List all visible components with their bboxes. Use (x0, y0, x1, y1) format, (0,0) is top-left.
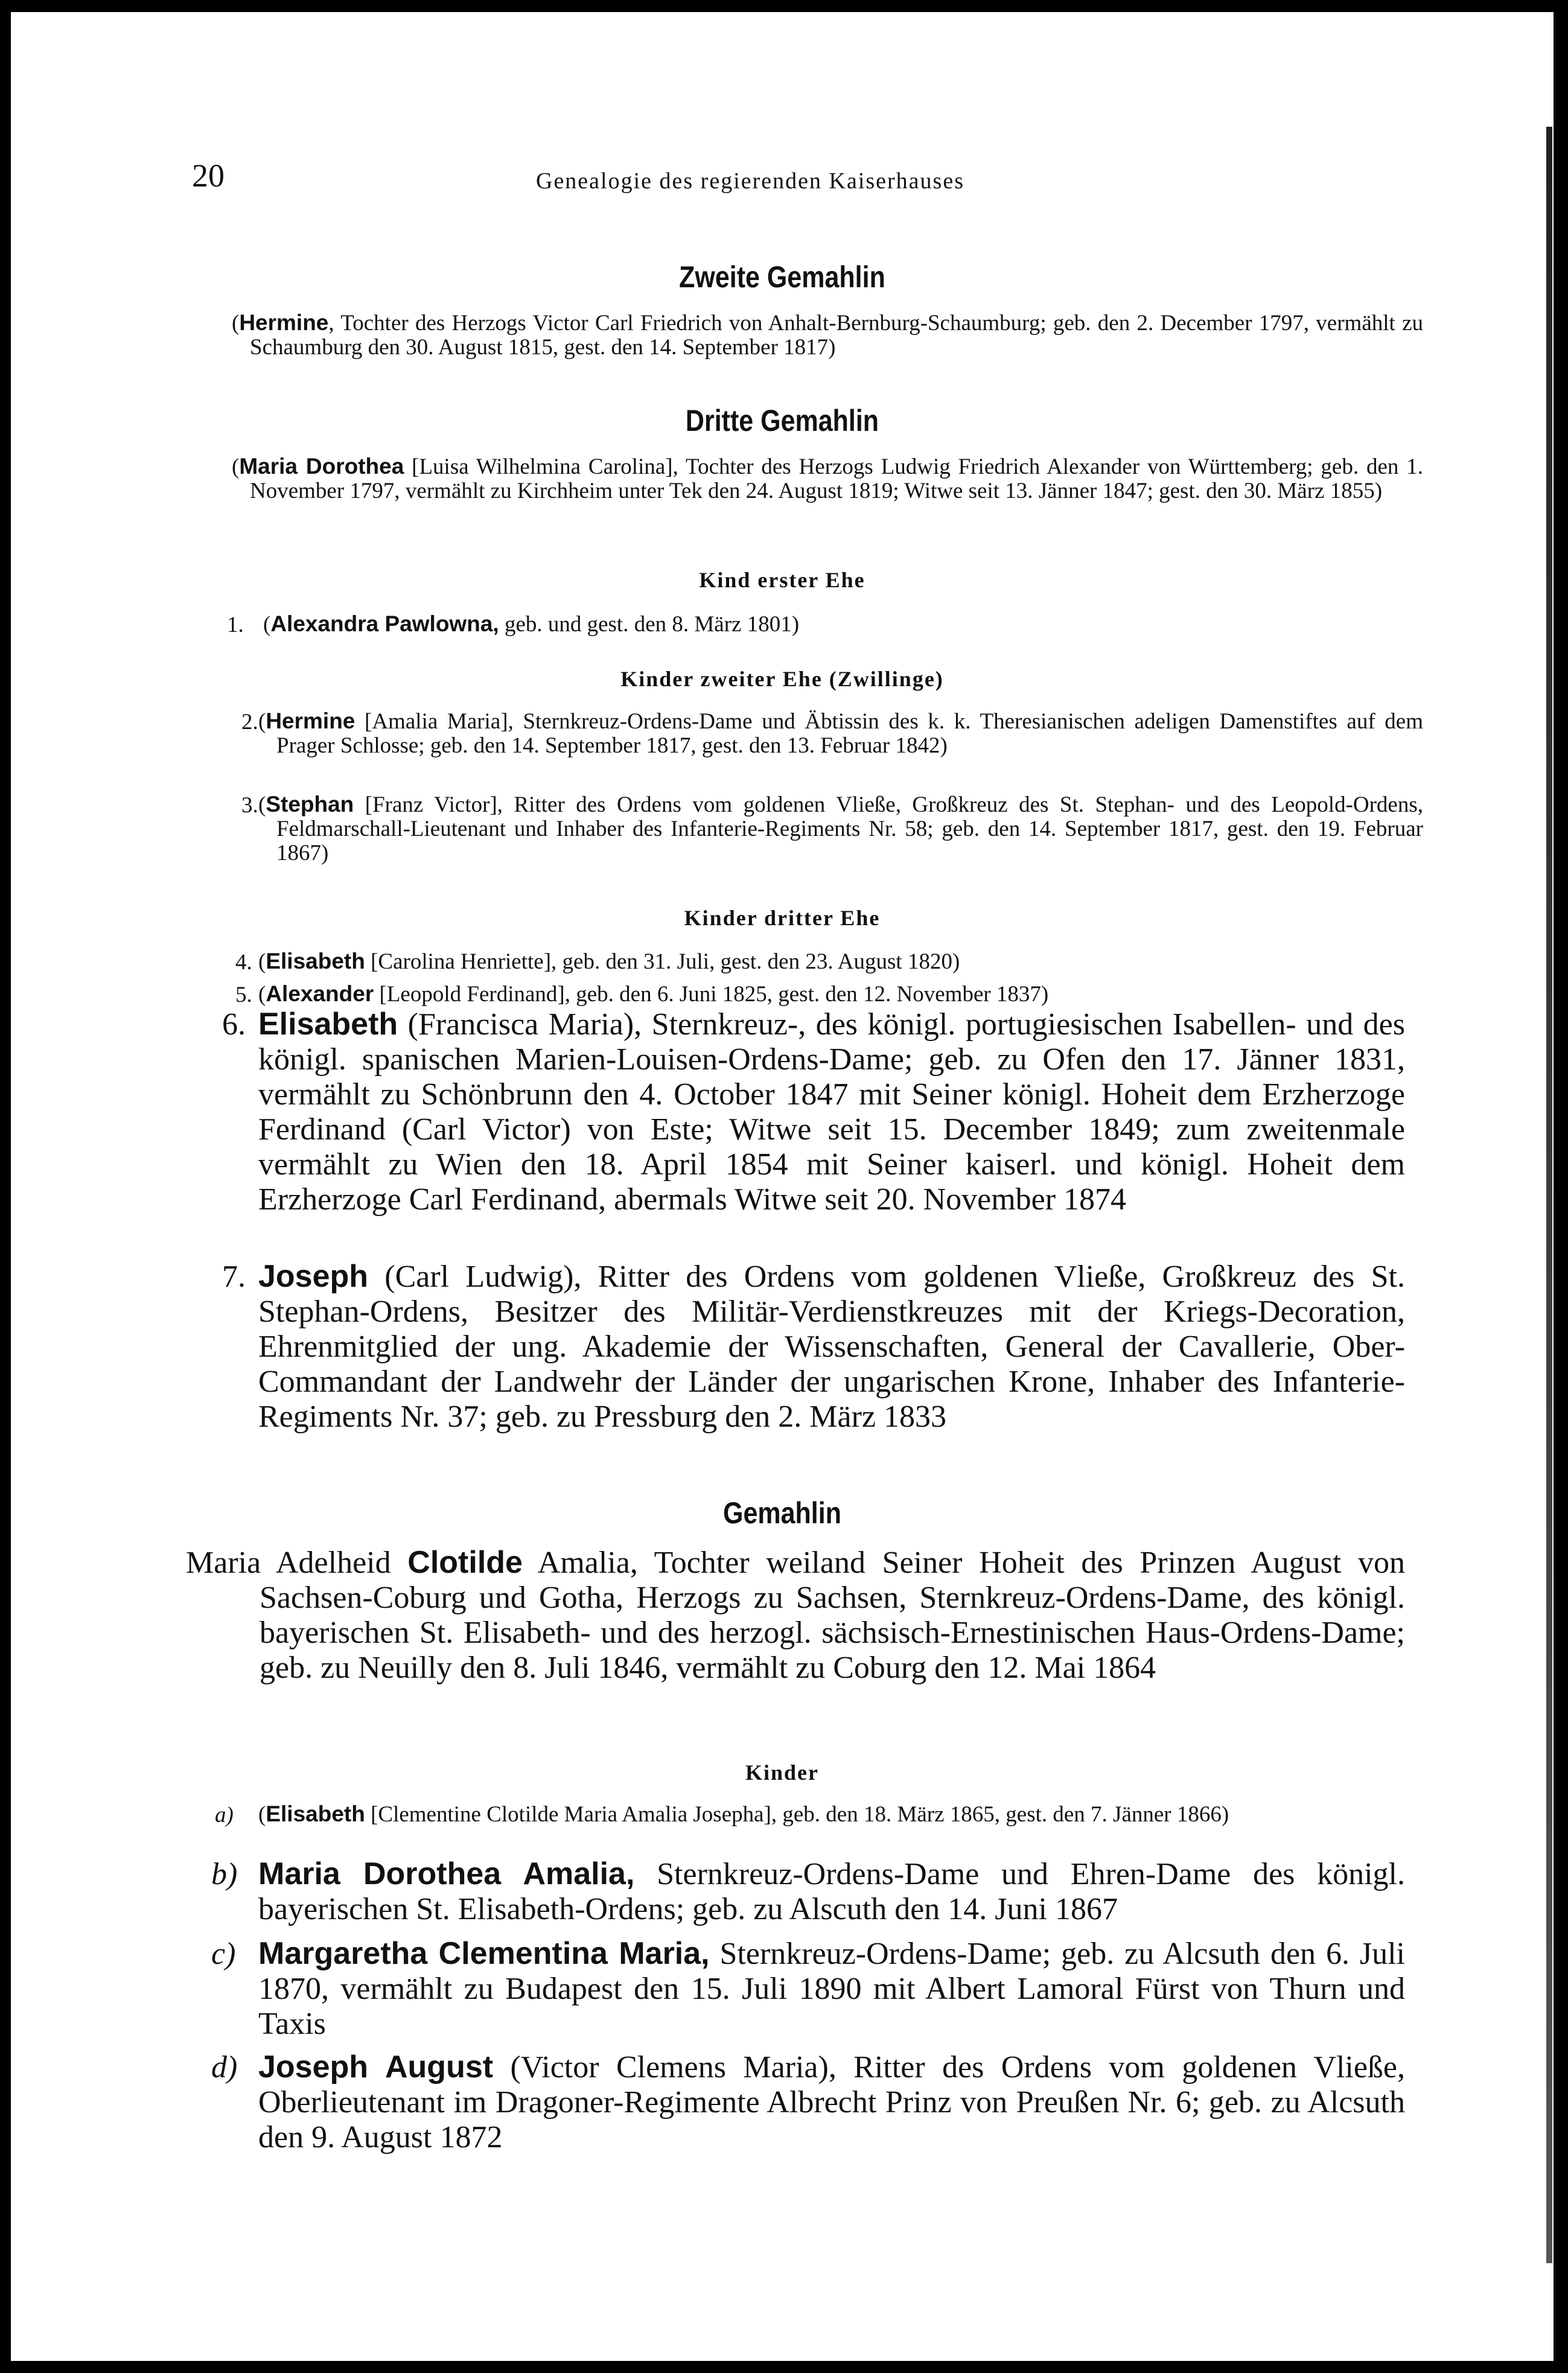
page-edge-shadow (1546, 127, 1552, 2263)
item-number: 3. (241, 793, 258, 818)
item-letter: b) (211, 1857, 238, 1891)
entry-text: [Leopold Ferdinand], geb. den 6. Juni 1825, gest. den 12. November 1837) (374, 982, 1049, 1007)
person-name: Clotilde (407, 1545, 523, 1580)
item-letter: a) (215, 1803, 234, 1827)
bracket: ( (232, 311, 240, 336)
item-letter: d) (211, 2050, 238, 2085)
entry-child-a (258, 1802, 1423, 1827)
entry-text: [Amalia Maria], Sternkreuz-Ordens-Dame und Äbtissin des k. k. Theresianischen adeligen Damenstiftes auf dem Prager Schlosse; geb. den 14. September 1817, gest. den 13. Februar 1842) (276, 709, 1423, 758)
heading-third-wife: Dritte Gemahlin (685, 404, 879, 438)
person-name: Elisabeth (266, 949, 365, 973)
item-number: 6. (222, 1007, 246, 1042)
entry-prefix: Maria Adelheid (186, 1546, 408, 1580)
heading-children: Kinder (745, 1760, 819, 1785)
heading-spouse: Gemahlin (723, 1496, 841, 1530)
person-name: Alexandra Pawlowna, (270, 611, 499, 636)
person-name: Alexander (266, 981, 374, 1006)
person-name: Margaretha Clementina Maria, (258, 1936, 710, 1971)
entry-second-wife (232, 311, 1423, 360)
person-name: Maria Dorothea Amalia, (258, 1856, 635, 1891)
person-name: Hermine (266, 709, 355, 733)
bracket: ( (258, 982, 266, 1007)
entry-child-c (258, 1936, 1405, 2042)
person-name: Hermine (239, 310, 329, 335)
entry-child-1 (263, 612, 1404, 637)
item-number: 1. (227, 613, 244, 637)
person-name: Elisabeth (266, 1801, 365, 1826)
heading-second-wife: Zweite Gemahlin (679, 260, 885, 294)
entry-text: [Luisa Wilhelmina Carolina], Tochter des Herzogs Ludwig Friedrich Alexander von Württemberg; geb. den 1. November 1797, vermählt zu Kirchheim unter Tek den 24. August 1819; Witwe seit 13. Jänner 1847; gest. den 30. März 1855) (250, 454, 1423, 503)
entry-text: [Clementine Clotilde Maria Amalia Josepha], geb. den 18. März 1865, gest. den 7. Jänner 1866) (365, 1802, 1229, 1827)
entry-third-wife (232, 454, 1423, 503)
entry-child-7 (258, 1259, 1405, 1435)
bracket: ( (258, 949, 266, 974)
bracket: ( (232, 454, 240, 479)
bracket: ( (263, 612, 271, 637)
running-title: Genealogie des regierenden Kaiserhauses (536, 168, 964, 194)
entry-text: (Victor Clemens Maria), Ritter des Ordens vom goldenen Vließe, Oberlieutenant im Dragoner-Regimente Albrecht Prinz von Preußen Nr. 6; geb. zu Alcsuth den 9. August 1872 (258, 2050, 1405, 2155)
person-name: Joseph (258, 1259, 369, 1294)
bracket: ( (258, 792, 266, 817)
entry-text: Sternkreuz-Ordens-Dame und Ehren-Dame des königl. bayerischen St. Elisabeth-Ordens; geb. zu Alscuth den 14. Juni 1867 (258, 1857, 1405, 1926)
entry-text: [Franz Victor], Ritter des Ordens vom goldenen Vließe, Großkreuz des St. Stephan- und des Leopold-Ordens, Feldmarschall-Lieutenant und Inhaber des Infanterie-Regiments Nr. 58; geb. den 14. September 1817, gest. den 19. Februar 1867) (276, 792, 1423, 865)
item-letter: c) (211, 1937, 236, 1971)
bracket: ( (258, 709, 266, 734)
entry-text: (Carl Ludwig), Ritter des Ordens vom goldenen Vließe, Großkreuz des St. Stephan-Ordens, Besitzer des Militär-Verdienstkreuzes mit der Kriegs-Decoration, Ehrenmitglied der ung. Akademie der Wissenschaften, General der Cavallerie, Ober-Commandant der Landwehr der Länder der ungarischen Krone, Inhaber des Infanterie-Regiments Nr. 37; geb. zu Pressburg den 2. März 1833 (258, 1260, 1405, 1434)
item-number: 5. (235, 983, 252, 1007)
entry-text: Sternkreuz-Ordens-Dame; geb. zu Alcsuth den 6. Juli 1870, vermählt zu Budapest den 15. Juli 1890 mit Albert Lamoral Fürst von Thurn und Taxis (258, 1937, 1405, 2041)
person-name: Stephan (266, 792, 354, 817)
entry-child-d (258, 2050, 1405, 2155)
heading-second-marriage: Kinder zweiter Ehe (Zwillinge) (620, 667, 944, 691)
entry-child-6 (258, 1007, 1405, 1217)
entry-text: [Carolina Henriette], geb. den 31. Juli, gest. den 23. August 1820) (365, 949, 960, 974)
entry-text: geb. und gest. den 8. März 1801) (499, 612, 800, 637)
item-number: 4. (235, 950, 252, 975)
entry-spouse (186, 1545, 1405, 1686)
entry-child-3 (258, 792, 1423, 865)
entry-text: Amalia, Tochter weiland Seiner Hoheit des Prinzen August von Sachsen-Coburg und Gotha, Herzogs zu Sachsen, Sternkreuz-Ordens-Dame, des königl. bayerischen St. Elisabeth- und des herzogl. sächsisch-Ernestinischen Haus-Ordens-Dame; geb. zu Neuilly den 8. Juli 1846, vermählt zu Coburg den 12. Mai 1864 (260, 1546, 1406, 1685)
item-number: 2. (241, 710, 258, 734)
entry-text: (Francisca Maria), Sternkreuz-, des königl. portugiesischen Isabellen- und des königl. spanischen Marien-Louisen-Ordens-Dame; geb. zu Ofen den 17. Jänner 1831, vermählt zu Schönbrunn den 4. October 1847 mit Seiner königl. Hoheit dem Erzherzoge Ferdinand (Carl Victor) von Este; Witwe seit 15. December 1849; zum zweitenmale vermählt zu Wien den 18. April 1854 mit Seiner kaiserl. und königl. Hoheit dem Erzherzoge Carl Ferdinand, abermals Witwe seit 20. November 1874 (258, 1007, 1405, 1217)
heading-first-marriage: Kind erster Ehe (699, 568, 865, 592)
page-number: 20 (192, 158, 225, 194)
book-page (11, 12, 1554, 2361)
entry-child-b (258, 1856, 1405, 1927)
entry-child-5 (258, 982, 1405, 1007)
person-name: Elisabeth (258, 1007, 398, 1042)
heading-third-marriage: Kinder dritter Ehe (684, 906, 881, 930)
entry-text: , Tochter des Herzogs Victor Carl Friedrich von Anhalt-Bernburg-Schaumburg; geb. den 2. December 1797, vermählt zu Schaumburg den 30. August 1815, gest. den 14. September 1817) (250, 311, 1423, 360)
entry-child-4 (258, 949, 1405, 974)
person-name: Joseph August (258, 2050, 494, 2085)
person-name: Maria Dorothea (239, 454, 404, 479)
item-number: 7. (222, 1260, 246, 1294)
bracket: ( (258, 1802, 266, 1827)
entry-child-2 (258, 709, 1423, 758)
